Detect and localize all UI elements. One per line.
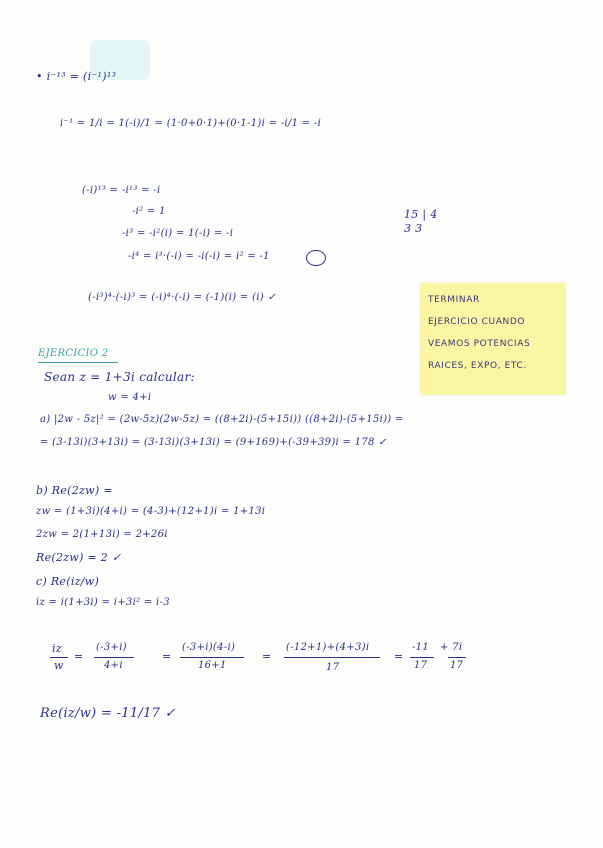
line-1: • i⁻¹³ = (i⁻¹)¹³ [36,70,117,83]
frac6-num: + 7i [440,642,463,653]
frac4-num: (-12+1)+(4+3)i [286,642,370,653]
eq-4: = [394,650,404,663]
exercise-heading: EJERCICIO 2 [38,348,109,359]
eq-2: = [162,650,172,663]
frac2-bar [94,657,134,658]
division-top: 15 | 4 [404,208,438,221]
sticky-line-3: VEAMOS POTENCIAS [428,339,531,349]
heading-underline [38,362,118,363]
line-17: 2zw = 2(1+13i) = 2+26i [36,529,168,540]
sticky-line-4: RAICES, EXPO, ETC. [428,361,527,371]
line-12: w = 4+i [108,392,152,403]
line-16: zw = (1+3i)(4+i) = (4-3)+(12+1)i = 1+13i [36,506,266,517]
frac3-num: (-3+i)(4-i) [182,642,236,653]
division-bottom: 3 3 [404,222,423,235]
sticky-line-1: TERMINAR [428,295,480,305]
line-18: Re(2zw) = 2 ✓ [36,551,122,564]
line-4: -i² = 1 [132,206,166,217]
line-6: -i⁴ = i³·(-i) = -i(-i) = i² = -1 [128,251,270,262]
frac6-bar [448,657,466,658]
sticky-note [420,283,566,395]
frac3-bar [180,657,244,658]
eq-1: = [74,650,84,663]
frac1-num: iz [52,642,62,655]
frac5-num: -11 [412,642,430,653]
frac2-den: 4+i [104,660,123,671]
eq-3: = [262,650,272,663]
frac4-bar [284,657,380,658]
line-13: a) |2w - 5z|² = (2w-5z)(2w-5z) = ((8+2i)-(5+15i)) ((8+2i)-(5+15i)) = [40,414,404,425]
line-22: Re(iz/w) = -11/17 ✓ [40,706,176,721]
frac4-den: 17 [326,662,340,673]
line-5: -i³ = -i²(i) = 1(-i) = -i [122,228,234,239]
line-20: iz = i(1+3i) = i+3i² = i-3 [36,597,170,608]
circled-result [306,250,326,266]
frac6-den: 17 [450,660,464,671]
line-15: b) Re(2zw) = [36,484,113,497]
line-11: Sean z = 1+3i calcular: [44,370,195,384]
frac1-den: w [54,659,64,672]
frac5-den: 17 [414,660,428,671]
sticky-line-2: EJERCICIO CUANDO [428,317,526,327]
frac5-bar [410,657,434,658]
frac3-den: 16+1 [198,660,227,671]
line-3: (-i)¹³ = -i¹³ = -i [82,185,161,196]
line-9: (-i³)⁴·(-i)³ = (-i)⁴·(-i) = (-1)(i) = (i) ✓ [88,292,277,303]
line-2: i⁻¹ = 1/i = 1(-i)/1 = (1·0+0·1)+(0·1-1)i = -i/1 = -i [60,118,322,129]
frac2-num: (-3+i) [96,642,127,653]
frac1-bar [50,657,68,658]
line-14: = (3-13i)(3+13i) = (3-13i)(3+13i) = (9+169)+(-39+39)i = 178 ✓ [40,437,387,448]
line-19: c) Re(iz/w) [36,575,100,588]
